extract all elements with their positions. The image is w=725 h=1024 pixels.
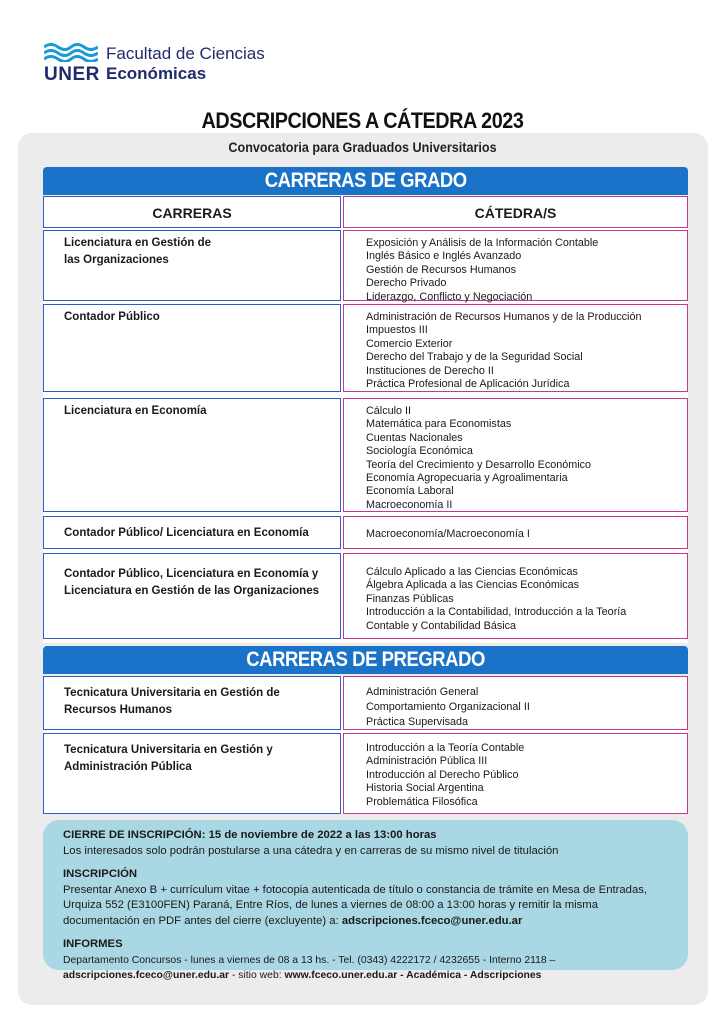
career-name: Tecnicatura Universitaria en Gestión y Administración Pública — [64, 744, 273, 773]
career-name: Licenciatura en Economía — [64, 405, 207, 417]
logo-faculty-line2: Económicas — [106, 64, 207, 83]
subject-item: Problemática Filosófica — [366, 795, 478, 808]
career-cell — [43, 553, 341, 639]
page-subtitle: Convocatoria para Graduados Universitarios — [228, 139, 497, 155]
waves-icon — [44, 42, 98, 62]
subject-item: Impuestos III — [366, 324, 428, 337]
subject-item: Gestión de Recursos Humanos — [366, 263, 517, 276]
career-cell — [43, 516, 341, 549]
career-name: Licenciatura en Gestión de las Organizaciones — [64, 237, 211, 266]
subject-item: Administración General — [366, 686, 479, 698]
subject-item: Exposición y Análisis de la Información Contable — [366, 237, 599, 249]
career-cell — [43, 230, 341, 301]
subjects-cell — [343, 553, 688, 639]
subjects-cell — [343, 230, 688, 301]
subject-item: Derecho Privado — [366, 277, 447, 290]
subject-item: Cálculo II — [366, 405, 412, 417]
uner-logo — [44, 42, 284, 84]
career-name: Tecnicatura Universitaria en Gestión de Recursos Humanos — [64, 687, 280, 716]
band-grado: CARRERAS DE GRADO — [43, 167, 688, 195]
subject-item: Cálculo Aplicado a las Ciencias Económicas — [366, 566, 578, 578]
subject-item: Álgebra Aplicada a las Ciencias Económicas — [366, 579, 580, 592]
table-grado — [43, 196, 688, 643]
table-pregrado — [43, 676, 688, 814]
inscripcion-email[interactable]: adscripciones.fceco@uner.edu.ar — [341, 914, 523, 927]
career-cell — [43, 676, 341, 730]
subject-item: Finanzas Públicas — [366, 592, 454, 605]
closing-note: Los interesados solo podrán postularse a una cátedra y en carreras de su mismo nivel de titulación — [63, 844, 559, 857]
inscripcion-text: Presentar Anexo B + currículum vitae + fotocopia autenticada de título o constancia de trámite en Mesa de Entradas, Urquiza 552 (E3100FEN) Paraná, Entre Ríos, de lunes a viernes de 08:00 a 13:00 horas y remitir la misma documentación en PDF antes del cierre (excluyente) a: adscripciones.fceco@uner.edu.ar — [63, 883, 648, 927]
logo-faculty-line1: Facultad de Ciencias — [106, 44, 265, 63]
subject-item: Práctica Profesional de Aplicación Jurídica — [366, 378, 570, 391]
closing-date: CIERRE DE INSCRIPCIÓN: 15 de noviembre de 2022 a las 13:00 horas — [63, 829, 437, 841]
subject-item: Comportamiento Organizacional II — [366, 701, 530, 713]
subject-item: Historia Social Argentina — [366, 782, 484, 795]
subject-item: Instituciones de Derecho II — [366, 364, 494, 377]
band-pregrado: CARRERAS DE PREGRADO — [43, 646, 688, 674]
subject-item: Introducción a la Contabilidad, Introducción a la Teoría — [366, 606, 627, 619]
career-cell — [43, 733, 341, 814]
subject-item: Matemática para Economistas — [366, 418, 512, 431]
subject-item: Cuentas Nacionales — [366, 431, 463, 444]
informes-email[interactable]: adscripciones.fceco@uner.edu.ar — [63, 970, 230, 981]
subject-item: Macroeconomía II — [366, 498, 453, 511]
subject-item: Administración Pública III — [366, 755, 488, 768]
career-cell — [43, 398, 341, 512]
career-cell — [43, 304, 341, 392]
subject-item: Sociología Económica — [366, 445, 473, 458]
subject-item: Derecho del Trabajo y de la Seguridad Social — [366, 351, 583, 364]
subject-item: Economía Agropecuaria y Agroalimentaria — [366, 472, 568, 485]
info-box — [43, 820, 688, 981]
informes-heading: INFORMES — [63, 938, 123, 950]
subject-item: Economía Laboral — [366, 485, 454, 498]
informes-contact: adscripciones.fceco@uner.edu.ar - sitio web: www.fceco.uner.edu.ar - Académica - Adscripciones — [63, 970, 542, 981]
subject-item: Introducción a la Teoría Contable — [366, 742, 525, 754]
subject-item: Teoría del Crecimiento y Desarrollo Económico — [366, 458, 592, 471]
header-carreras: CARRERAS — [43, 196, 341, 228]
subject-item: Macroeconomía/Macroeconomía I — [366, 528, 530, 540]
page-title: ADSCRIPCIONES A CÁTEDRA 2023 — [201, 108, 524, 133]
subject-item: Práctica Supervisada — [366, 716, 469, 728]
subject-item: Contable y Contabilidad Básica — [366, 619, 517, 632]
subject-item: Inglés Básico e Inglés Avanzado — [366, 250, 522, 263]
subjects-cell — [343, 516, 688, 549]
subject-item: Introducción al Derecho Público — [366, 768, 519, 781]
subjects-cell — [343, 398, 688, 512]
subject-item: Administración de Recursos Humanos y de la Producción — [366, 311, 642, 323]
subjects-cell — [343, 733, 688, 814]
informes-website[interactable]: www.fceco.uner.edu.ar - Académica - Adscripciones — [284, 970, 542, 981]
subject-item: Comercio Exterior — [366, 337, 453, 350]
subjects-cell — [343, 304, 688, 392]
informes-line: Departamento Concursos - lunes a viernes de 08 a 13 hs. - Tel. (0343) 4222172 / 4232655 - Interno 2118 – — [63, 954, 556, 966]
career-name: Contador Público — [64, 311, 160, 323]
inscripcion-heading: INSCRIPCIÓN — [63, 868, 138, 880]
career-name: Contador Público/ Licenciatura en Economía — [64, 527, 309, 539]
logo-acronym: UNER — [44, 64, 100, 85]
subjects-cell — [343, 676, 688, 730]
subject-item: Liderazgo, Conflicto y Negociación — [366, 290, 533, 303]
career-name: Contador Público, Licenciatura en Economía y Licenciatura en Gestión de las Organizaciones — [64, 568, 319, 597]
header-catedras: CÁTEDRA/S — [343, 196, 688, 228]
